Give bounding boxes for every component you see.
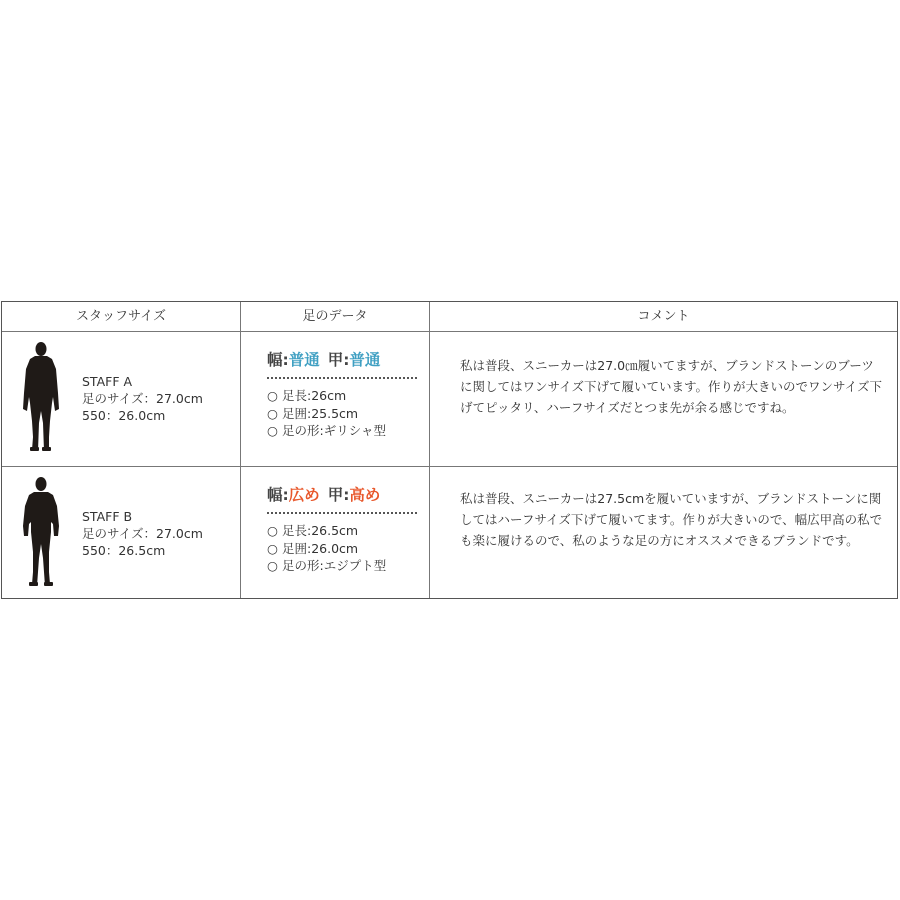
comment-cell xyxy=(430,331,897,466)
header-cell-foot-data xyxy=(241,302,430,331)
dotted-divider xyxy=(267,512,417,514)
header-foot-data: 足のデータ xyxy=(302,309,368,324)
list-item xyxy=(267,557,386,575)
fit-summary xyxy=(267,483,380,505)
foot-girth: 足囲:26.0cm xyxy=(282,540,359,556)
header-cell-comment xyxy=(430,302,897,331)
comment-cell xyxy=(430,466,897,598)
staff-name: STAFF A xyxy=(82,374,133,389)
circle-bullet: ○ xyxy=(267,558,278,573)
foot-data-cell xyxy=(241,466,430,598)
circle-bullet: ○ xyxy=(267,405,278,421)
foot-size: 足のサイズ：27.0cm xyxy=(82,391,203,406)
foot-data-cell xyxy=(241,331,430,466)
foot-girth: 足囲:25.5cm xyxy=(282,405,359,421)
instep-label: 甲: xyxy=(327,486,350,504)
foot-shape: 足の形:エジプト型 xyxy=(282,558,387,573)
list-item xyxy=(267,405,386,423)
circle-bullet: ○ xyxy=(267,423,278,438)
model-size: 550：26.0cm xyxy=(82,408,166,423)
header-comment: コメント xyxy=(637,309,690,324)
table-row-staff-b xyxy=(2,466,897,598)
list-item xyxy=(267,387,386,405)
foot-measurements xyxy=(267,522,386,575)
staff-comment: 私は普段、スニーカーは27.0㎝履いてますが、ブランドストーンのブーツに関してはワンサイズ下げて履いています。作りが大きいのでワンサイズ下げてピッタリ、ハーフサイズだとつま先が余る感じですね。 xyxy=(460,358,883,415)
table-row-staff-a xyxy=(2,331,897,467)
foot-length: 足長:26.5cm xyxy=(282,523,359,538)
width-label: 幅: xyxy=(267,486,289,504)
model-size: 550：26.5cm xyxy=(82,543,166,558)
list-item xyxy=(267,522,386,540)
header-cell-staff-size xyxy=(2,302,241,331)
list-item xyxy=(267,422,386,440)
staff-info xyxy=(82,508,203,559)
foot-length: 足長:26cm xyxy=(282,388,347,403)
width-value: 広め xyxy=(288,486,320,504)
instep-value: 普通 xyxy=(349,351,381,369)
list-item xyxy=(267,540,386,558)
staff-size-cell xyxy=(2,466,241,598)
fit-summary xyxy=(267,348,380,370)
staff-size-table xyxy=(1,301,898,599)
circle-bullet: ○ xyxy=(267,540,278,556)
foot-shape: 足の形:ギリシャ型 xyxy=(282,423,386,438)
width-label: 幅: xyxy=(267,351,289,369)
staff-size-cell xyxy=(2,331,241,466)
standing-man-silhouette-icon xyxy=(18,341,64,455)
dotted-divider xyxy=(267,377,417,379)
staff-comment: 私は普段、スニーカーは27.5cmを履いていますが、ブランドストーンに関してはハーフサイズ下げて履いてます。作りが大きいので、幅広甲高の私でも楽に履けるので、私のような足の方にオススメできるブランドです。 xyxy=(460,491,883,548)
standing-man-silhouette-icon xyxy=(18,476,64,590)
staff-name: STAFF B xyxy=(82,509,133,524)
width-value: 普通 xyxy=(288,351,320,369)
circle-bullet: ○ xyxy=(267,523,278,538)
staff-info xyxy=(82,373,203,424)
foot-size: 足のサイズ：27.0cm xyxy=(82,526,203,541)
instep-value: 高め xyxy=(349,486,381,504)
header-staff-size: スタッフサイズ xyxy=(76,309,166,324)
instep-label: 甲: xyxy=(327,351,350,369)
table-header-row xyxy=(2,302,897,332)
foot-measurements xyxy=(267,387,386,440)
circle-bullet: ○ xyxy=(267,388,278,403)
